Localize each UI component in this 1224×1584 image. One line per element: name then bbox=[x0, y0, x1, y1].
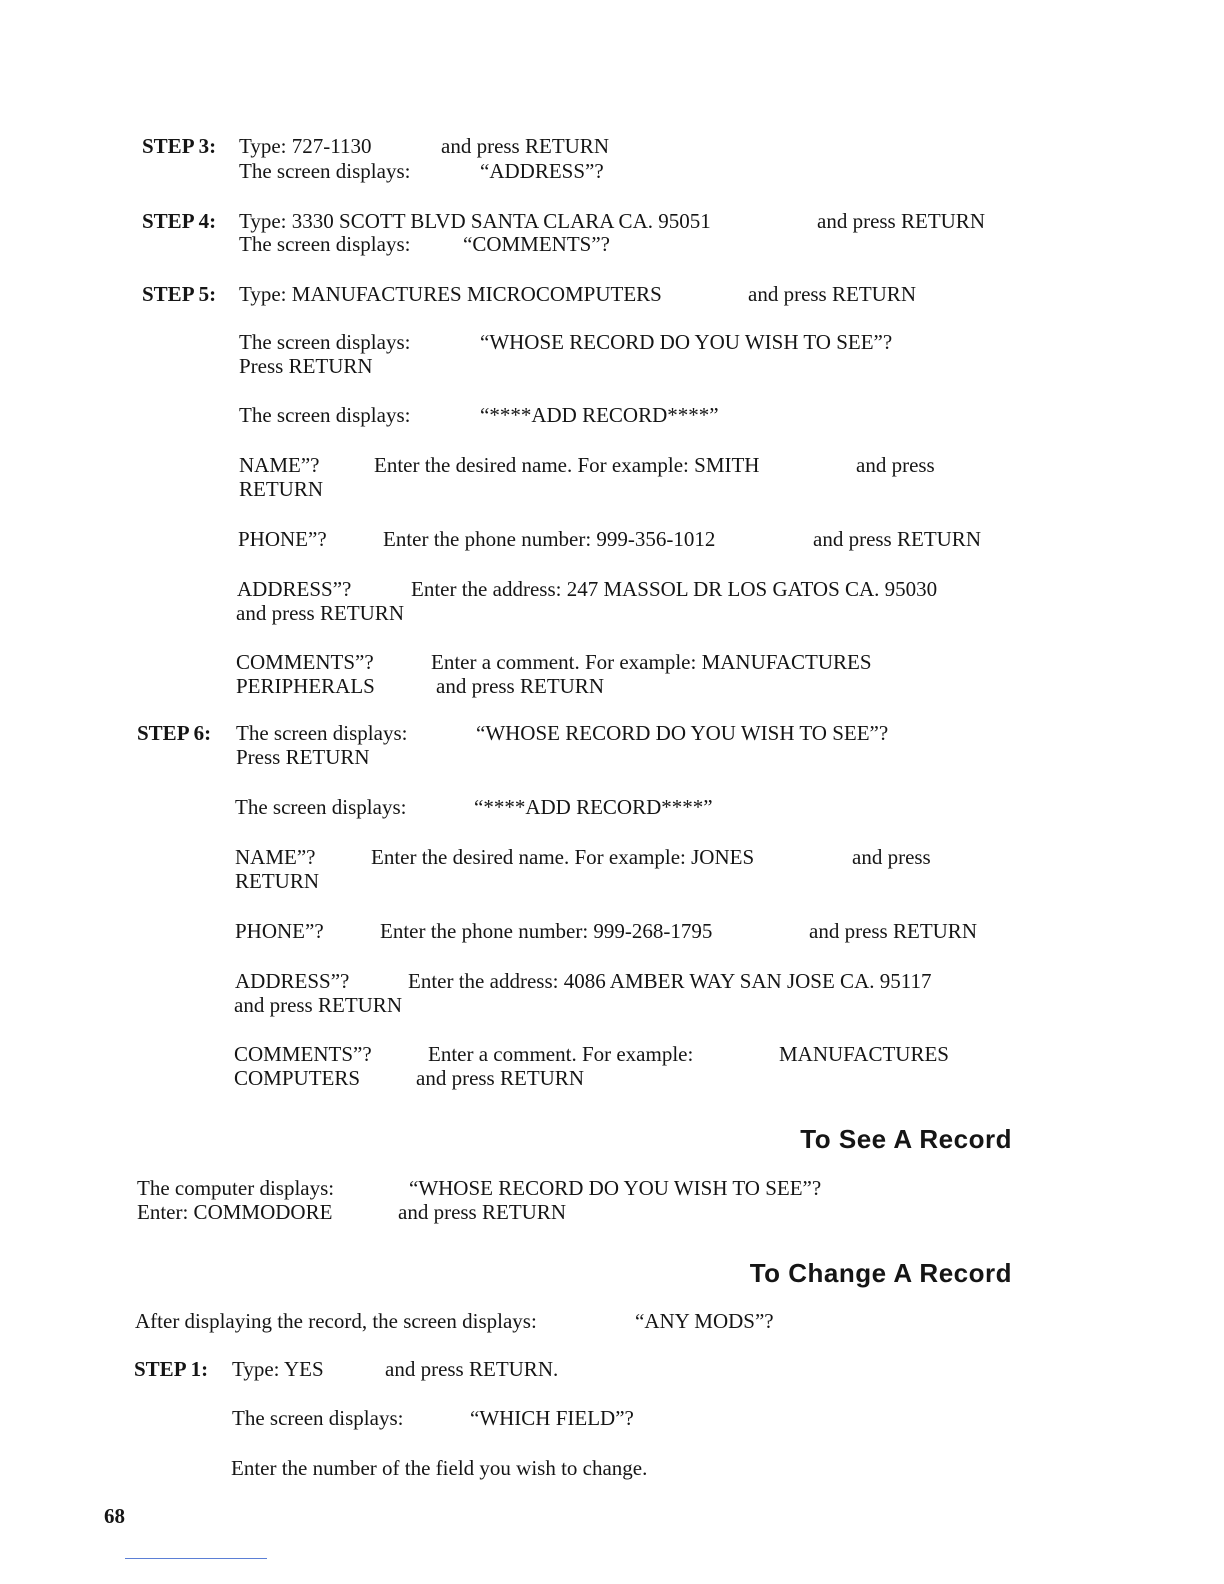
step6-press-return: Press RETURN bbox=[236, 745, 370, 769]
step6-phone-action: and press RETURN bbox=[809, 919, 977, 943]
step4-screen-label: The screen displays: bbox=[239, 232, 411, 256]
step6-name-action: and press bbox=[852, 845, 931, 869]
step6-label: STEP 6: bbox=[137, 721, 212, 745]
see-record-computer-value: “WHOSE RECORD DO YOU WISH TO SEE”? bbox=[409, 1176, 822, 1200]
see-record-heading: To See A Record bbox=[800, 1124, 1012, 1154]
step5-name-text: Enter the desired name. For example: SMITH bbox=[374, 453, 760, 477]
step3-screen-label: The screen displays: bbox=[239, 159, 411, 183]
step6-address-text: Enter the address: 4086 AMBER WAY SAN JOSE CA. 95117 bbox=[408, 969, 932, 993]
step5-name-label: NAME”? bbox=[239, 453, 320, 477]
step6-phone-text: Enter the phone number: 999-268-1795 bbox=[380, 919, 713, 943]
step5-screen1-value: “WHOSE RECORD DO YOU WISH TO SEE”? bbox=[480, 330, 893, 354]
see-record-enter-action: and press RETURN bbox=[398, 1200, 566, 1224]
step6-screen1-value: “WHOSE RECORD DO YOU WISH TO SEE”? bbox=[476, 721, 889, 745]
step6-comments-text: Enter a comment. For example: bbox=[428, 1042, 694, 1066]
step6-address-action: and press RETURN bbox=[234, 993, 402, 1017]
step6-screen1-label: The screen displays: bbox=[236, 721, 408, 745]
change-record-intro-value: “ANY MODS”? bbox=[635, 1309, 774, 1333]
step5-type-text: Type: MANUFACTURES MICROCOMPUTERS bbox=[239, 282, 662, 306]
step6-comments-value: MANUFACTURES bbox=[779, 1042, 949, 1066]
step5-press-return: Press RETURN bbox=[239, 354, 373, 378]
step6-address-label: ADDRESS”? bbox=[235, 969, 350, 993]
change-step1-action: and press RETURN. bbox=[385, 1357, 559, 1381]
step6-screen2-label: The screen displays: bbox=[235, 795, 407, 819]
step5-address-text: Enter the address: 247 MASSOL DR LOS GATOS CA. 95030 bbox=[411, 577, 938, 601]
change-screen-label: The screen displays: bbox=[232, 1406, 404, 1430]
step5-label: STEP 5: bbox=[142, 282, 217, 306]
change-enter-number: Enter the number of the field you wish to change. bbox=[231, 1456, 648, 1480]
step6-comments-value2: COMPUTERS bbox=[234, 1066, 361, 1090]
step4-type-text: Type: 3330 SCOTT BLVD SANTA CLARA CA. 95051 bbox=[239, 209, 711, 233]
step5-address-action: and press RETURN bbox=[236, 601, 404, 625]
step5-phone-label: PHONE”? bbox=[238, 527, 327, 551]
step5-name-return: RETURN bbox=[239, 477, 323, 501]
step4-screen-value: “COMMENTS”? bbox=[463, 232, 610, 256]
step5-screen2-label: The screen displays: bbox=[239, 403, 411, 427]
step5-phone-text: Enter the phone number: 999-356-1012 bbox=[383, 527, 716, 551]
step6-comments-action: and press RETURN bbox=[416, 1066, 584, 1090]
step6-comments-label: COMMENTS”? bbox=[234, 1042, 372, 1066]
change-step1-label: STEP 1: bbox=[134, 1357, 209, 1381]
see-record-computer-label: The computer displays: bbox=[137, 1176, 335, 1200]
step5-phone-action: and press RETURN bbox=[813, 527, 981, 551]
step5-comments-text: Enter a comment. For example: MANUFACTURES bbox=[431, 650, 872, 674]
step3-action: and press RETURN bbox=[441, 134, 609, 158]
step3-screen-value: “ADDRESS”? bbox=[480, 159, 604, 183]
step6-screen2-value: “****ADD RECORD****” bbox=[474, 795, 713, 819]
step4-label: STEP 4: bbox=[142, 209, 217, 233]
step5-address-label: ADDRESS”? bbox=[237, 577, 352, 601]
step5-action: and press RETURN bbox=[748, 282, 916, 306]
step5-screen1-label: The screen displays: bbox=[239, 330, 411, 354]
change-step1-type: Type: YES bbox=[232, 1357, 324, 1381]
page-number: 68 bbox=[104, 1504, 125, 1528]
step5-screen2-value: “****ADD RECORD****” bbox=[480, 403, 719, 427]
step6-name-return: RETURN bbox=[235, 869, 319, 893]
step4-action: and press RETURN bbox=[817, 209, 985, 233]
change-record-intro: After displaying the record, the screen displays: bbox=[135, 1309, 537, 1333]
footer-rule bbox=[125, 1558, 267, 1559]
step5-name-action: and press bbox=[856, 453, 935, 477]
change-screen-value: “WHICH FIELD”? bbox=[470, 1406, 634, 1430]
step6-name-text: Enter the desired name. For example: JONES bbox=[371, 845, 755, 869]
step5-comments-label: COMMENTS”? bbox=[236, 650, 374, 674]
change-record-heading: To Change A Record bbox=[749, 1258, 1012, 1288]
step5-comments-action: and press RETURN bbox=[436, 674, 604, 698]
step6-phone-label: PHONE”? bbox=[235, 919, 324, 943]
see-record-enter-text: Enter: COMMODORE bbox=[137, 1200, 333, 1224]
step5-comments-value2: PERIPHERALS bbox=[236, 674, 375, 698]
step6-name-label: NAME”? bbox=[235, 845, 316, 869]
step3-label: STEP 3: bbox=[142, 134, 217, 158]
step3-type-text: Type: 727-1130 bbox=[239, 134, 372, 158]
